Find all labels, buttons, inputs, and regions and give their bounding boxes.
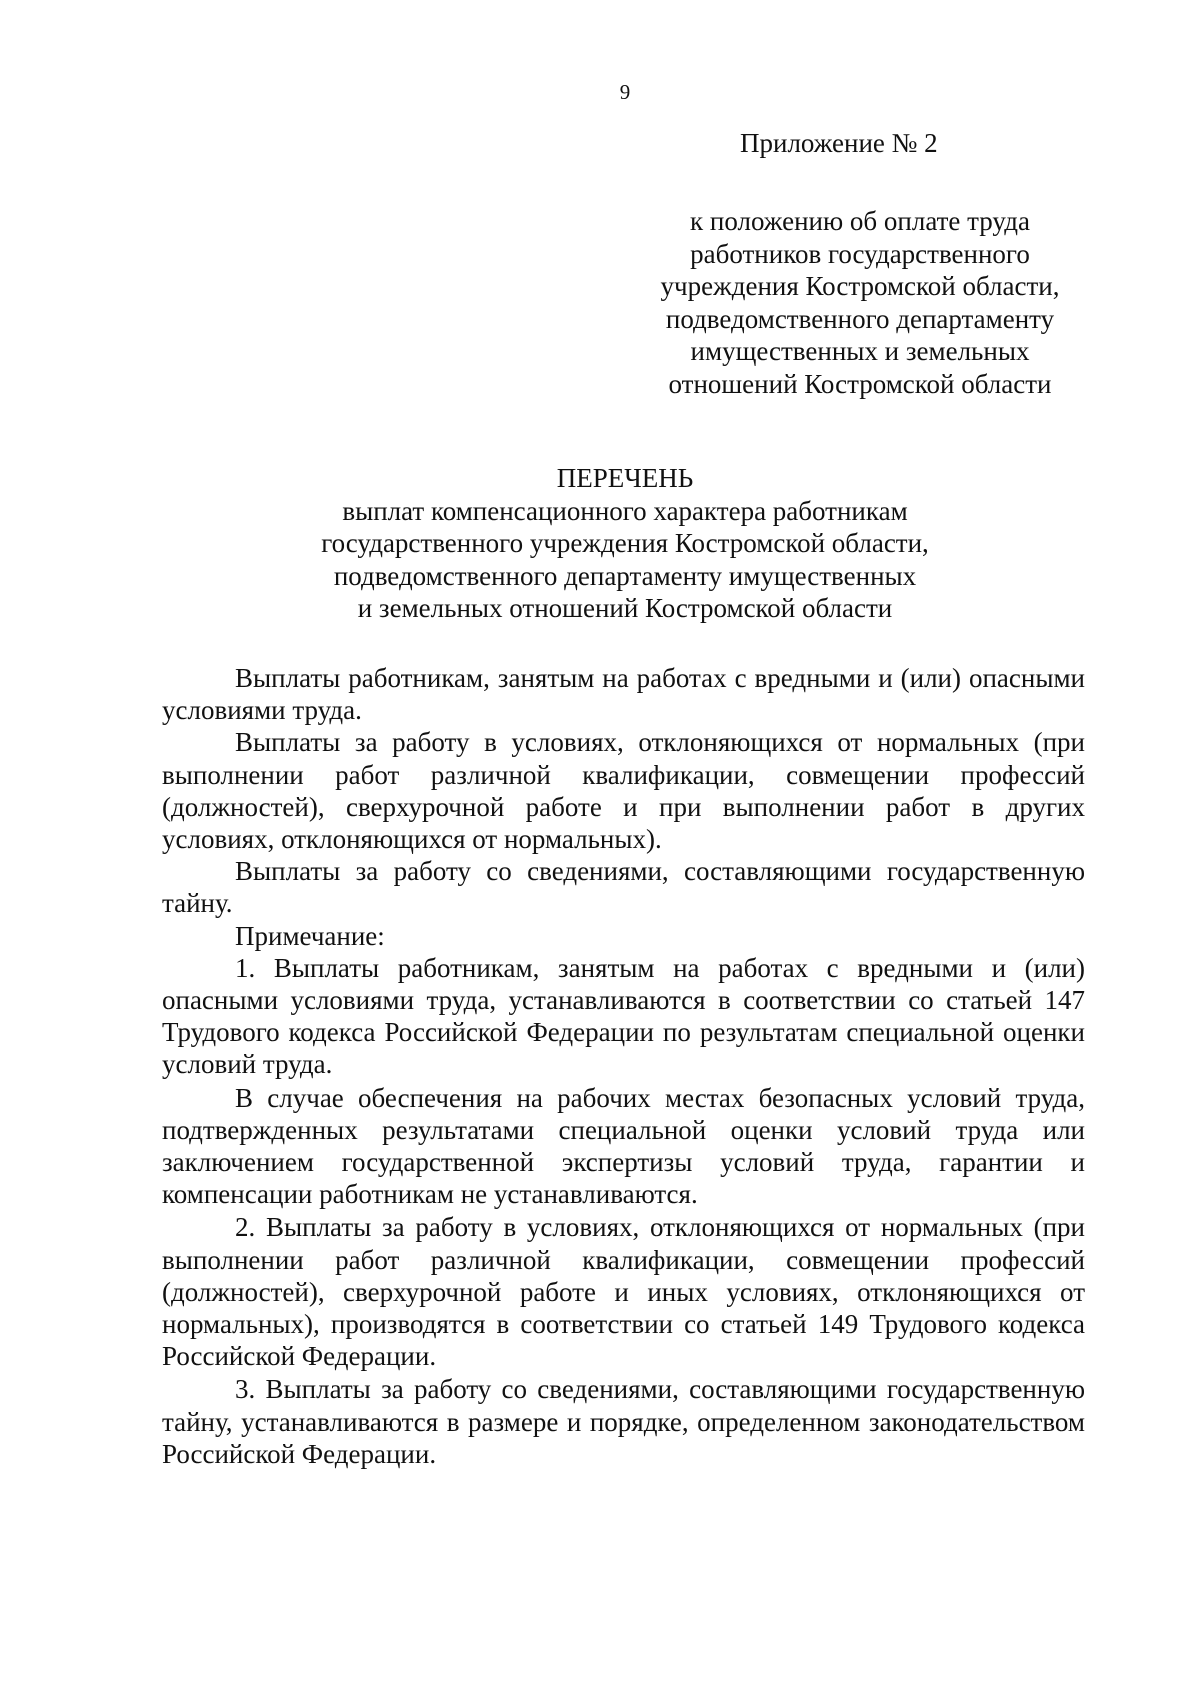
appendix-reference (620, 205, 1100, 400)
appendix-reference-line: отношений Костромской области (668, 368, 1052, 399)
note-label: Примечание: (235, 920, 385, 951)
document-subtitle-line: выплат компенсационного характера работникам (342, 495, 908, 526)
appendix-reference-line: подведомственного департаменту (665, 303, 1055, 334)
appendix-reference-line: учреждения Костромской области, (660, 271, 1060, 301)
appendix-title: Приложение № 2 (740, 128, 938, 158)
body-paragraph: Выплаты за работу со сведениями, составляющими государственную тайну. (162, 856, 1085, 919)
document-heading (0, 462, 1200, 625)
note-item-1-continuation: В случае обеспечения на рабочих местах безопасных условий труда, подтвержденных результатами специальной оценки условий труда или заключением государственной экспертизы условий труда, гарантии и компенсации работникам не устанавливаются. (162, 1082, 1085, 1210)
document-body (162, 662, 1085, 1470)
appendix-reference-line: имущественных и земельных (690, 336, 1030, 366)
body-paragraph: Выплаты за работу в условиях, отклоняющихся от нормальных (при выполнении работ различной квалификации, совмещении профессий (должностей), сверхурочной работе и при выполнении работ в других условиях, отклоняющихся от нормальных). (162, 727, 1085, 855)
note-item-2: 2. Выплаты за работу в условиях, отклоняющихся от нормальных (при выполнении работ различной квалификации, совмещении профессий (должностей), сверхурочной работе и иных условиях, отклоняющихся от нормальных), производятся в соответствии со статьей 149 Трудового кодекса Российской Федерации. (162, 1212, 1085, 1372)
body-paragraph: Выплаты работникам, занятым на работах с вредными и (или) опасными условиями труда. (162, 663, 1085, 726)
note-item-1: 1. Выплаты работникам, занятым на работах с вредными и (или) опасными условиями труда, устанавливаются в соответствии со статьей 147 Трудового кодекса Российской Федерации по результатам специальной оценки условий труда. (162, 952, 1085, 1080)
document-subtitle-line: и земельных отношений Костромской области (357, 593, 893, 623)
appendix-reference-line: работников государственного (690, 238, 1030, 269)
document-title: ПЕРЕЧЕНЬ (556, 463, 694, 493)
note-item-3: 3. Выплаты за работу со сведениями, составляющими государственную тайну, устанавливаются в размере и порядке, определенном законодательством Российской Федерации. (162, 1374, 1085, 1469)
page-number: 9 (619, 80, 631, 104)
document-subtitle-line: государственного учреждения Костромской области, (321, 528, 929, 558)
appendix-reference-line: к положению об оплате труда (690, 206, 1030, 236)
document-subtitle-line: подведомственного департаменту имущественных (333, 560, 917, 591)
